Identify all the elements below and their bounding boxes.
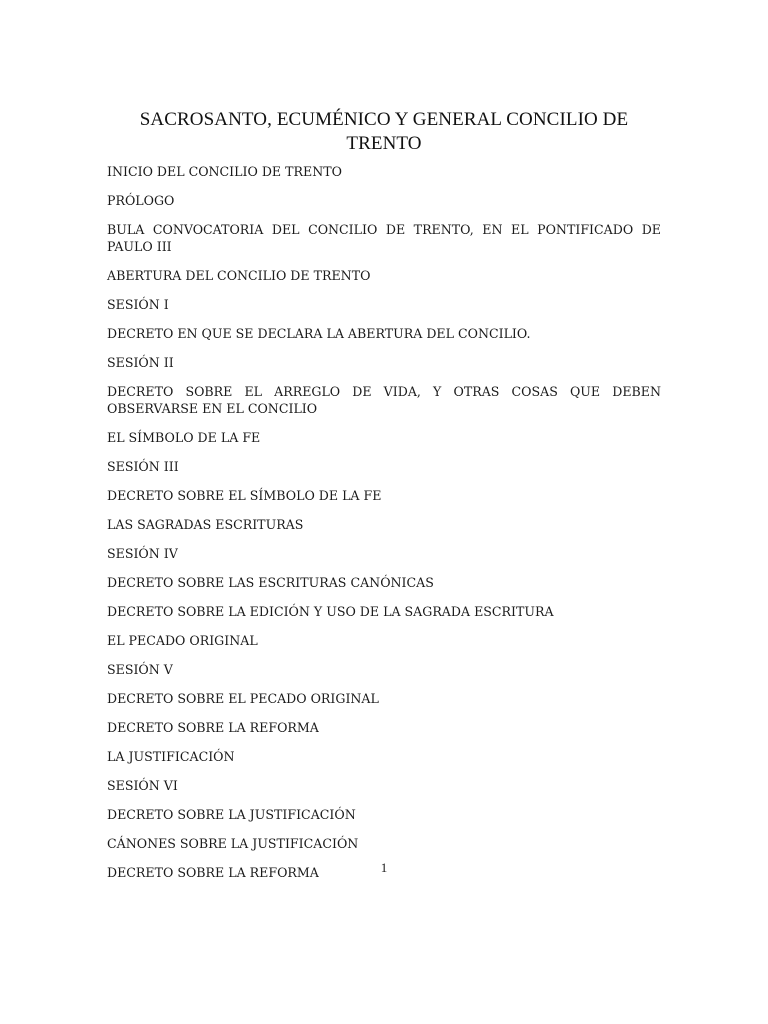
page-number: 1	[380, 860, 388, 875]
toc-item: SESIÓN I	[107, 297, 169, 312]
toc-item: SESIÓN VI	[107, 778, 178, 793]
toc-item: DECRETO SOBRE LAS ESCRITURAS CANÓNICAS	[107, 575, 434, 590]
toc-item: DECRETO SOBRE LA REFORMA	[107, 865, 319, 880]
toc-item: CÁNONES SOBRE LA JUSTIFICACIÓN	[107, 836, 359, 851]
toc-item: DECRETO EN QUE SE DECLARA LA ABERTURA DEL CONCILIO.	[107, 326, 531, 341]
toc-item: DECRETO SOBRE EL SÍMBOLO DE LA FE	[107, 488, 382, 503]
toc-item: DECRETO SOBRE LA JUSTIFICACIÓN	[107, 807, 356, 822]
toc-item: SESIÓN III	[107, 459, 179, 474]
toc-item: SESIÓN II	[107, 355, 174, 370]
toc-item: EL SÍMBOLO DE LA FE	[107, 430, 261, 445]
toc-item: DECRETO SOBRE EL ARREGLO DE VIDA, Y OTRAS COSAS QUE DEBEN OBSERVARSE EN EL CONCILIO	[107, 384, 661, 416]
toc-item: PRÓLOGO	[107, 193, 175, 208]
toc-item: EL PECADO ORIGINAL	[107, 633, 258, 648]
toc-item: DECRETO SOBRE EL PECADO ORIGINAL	[107, 691, 379, 706]
toc-item: SESIÓN V	[107, 662, 173, 677]
toc-item: LA JUSTIFICACIÓN	[107, 749, 235, 764]
toc-item: BULA CONVOCATORIA DEL CONCILIO DE TRENTO, EN EL PONTIFICADO DE PAULO III	[107, 222, 661, 254]
toc-item: INICIO DEL CONCILIO DE TRENTO	[107, 164, 342, 179]
table-of-contents	[107, 163, 661, 893]
toc-item: DECRETO SOBRE LA EDICIÓN Y USO DE LA SAGRADA ESCRITURA	[107, 604, 554, 619]
toc-item: ABERTURA DEL CONCILIO DE TRENTO	[107, 268, 371, 283]
document-title: SACROSANTO, ECUMÉNICO Y GENERAL CONCILIO DE TRENTO	[139, 109, 629, 154]
toc-item: SESIÓN IV	[107, 546, 178, 561]
toc-item: LAS SAGRADAS ESCRITURAS	[107, 517, 304, 532]
toc-item: DECRETO SOBRE LA REFORMA	[107, 720, 319, 735]
